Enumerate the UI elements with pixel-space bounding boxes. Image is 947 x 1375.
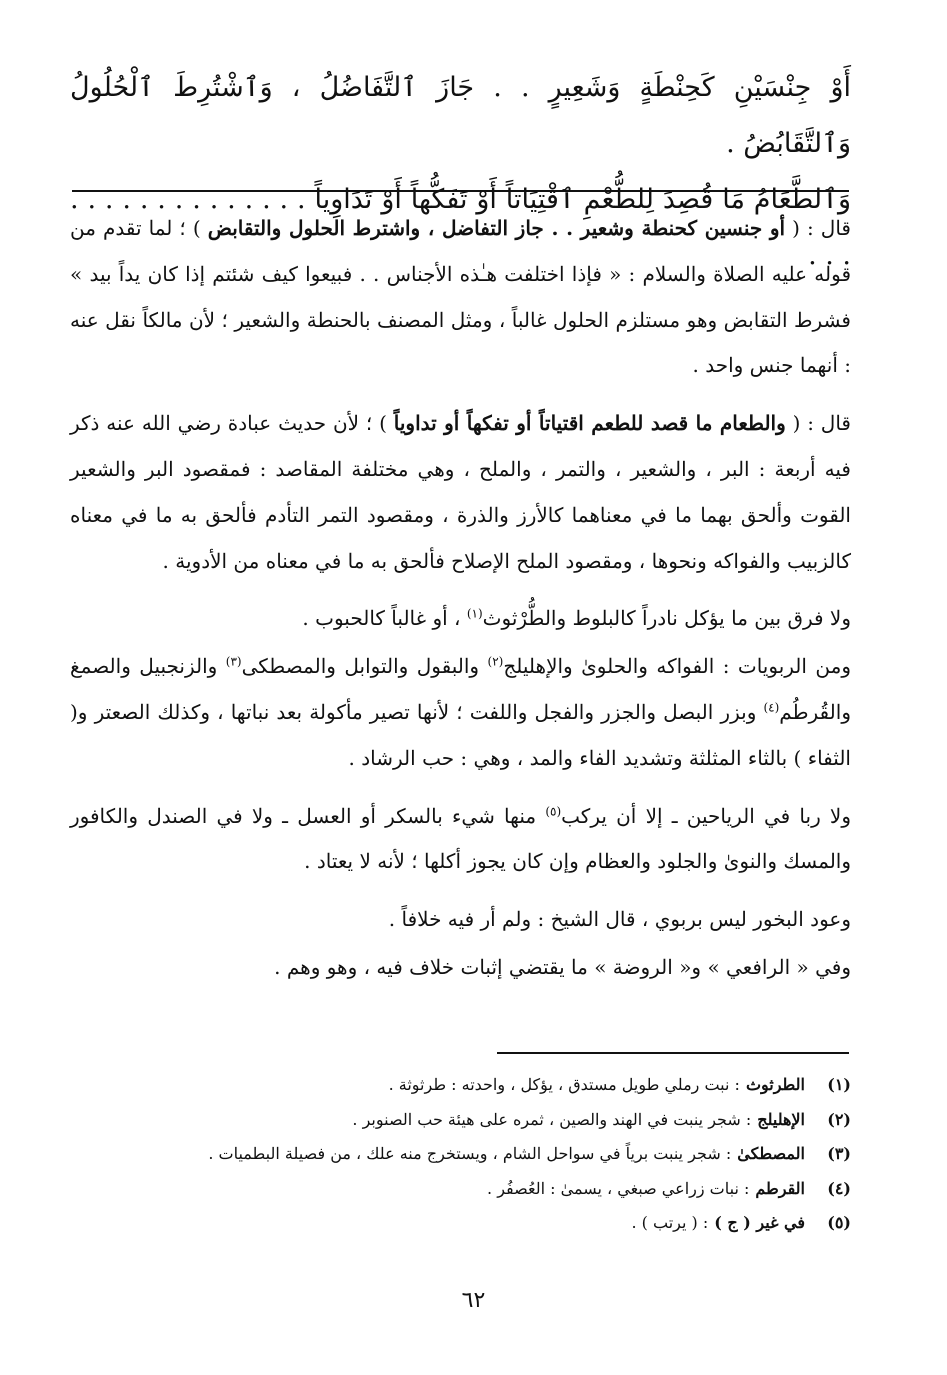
footnote-term: في غير ( ج ) [714, 1213, 805, 1232]
commentary-text: منها شيء بالسكر أو العسل ـ ولا في الصندل والكافور والمسك والنوىٰ والجلود والعظام وإن كان يجوز أكلها ؛ لأنه لا يعتاد . [70, 803, 851, 874]
footnote-separator [497, 1052, 849, 1054]
main-text-line-1: أَوْ جِنْسَيْنِ كَحِنْطَةٍ وَشَعِيرٍ . . جَازَ ٱلتَّفَاضُلُ ، وَٱشْتُرِطَ ٱلْحُلُولُ وَٱلتَّقَابُضُ . [70, 72, 851, 159]
commentary-paragraph-5 [70, 794, 851, 886]
footnote-ref-1[interactable]: (١) [466, 606, 483, 621]
commentary-text: ولا فرق بين ما يؤكل نادراً كالبلوط والطُّرْثوث [482, 606, 851, 631]
quoted-main-text: والطعام ما قصد للطعم اقتياتاً أو تفكهاً أو تداوياً [393, 411, 786, 436]
commentary-paragraph-1 [70, 206, 851, 389]
footnote-term: الإهليلج [757, 1109, 805, 1129]
footnote-ref-4[interactable]: (٤) [763, 700, 780, 715]
footnote-4 [70, 1172, 851, 1207]
footnote-3 [70, 1137, 851, 1172]
main-text-line-2: وَٱلطَّعَامُ مَا قُصِدَ لِلطُّعْمِ ٱقْتِيَاتاً أَوْ تَفَكُّهاً أَوْ تَدَاوِياً . . . . . . . . . . . . . . . . . [70, 184, 851, 271]
footnote-text: : شجر ينبت في الهند والصين ، ثمره على هيئة حب الصنوبر . [352, 1109, 752, 1129]
commentary-text: ومن الربويات : الفواكه والحلوىٰ والإهليلج [503, 654, 851, 679]
footnote-number: (٣) [827, 1144, 851, 1163]
commentary-paragraph-6: وعود البخور ليس بربوي ، قال الشيخ : ولم أر فيه خلافاً . [388, 907, 851, 932]
footnote-term: الطرثوث [745, 1075, 805, 1094]
commentary-intro: قال : ( [785, 411, 851, 436]
footnote-term: المصطكىٰ [737, 1144, 805, 1163]
commentary-paragraph-7: وفي « الرافعي » و« الروضة » ما يقتضي إثبات خلاف فيه ، وهو وهم . [274, 954, 851, 979]
footnote-2 [70, 1103, 851, 1138]
footnote-text: : شجر ينبت برياً في سواحل الشام ، ويستخرج منه علك ، من فصيلة البطميات . [208, 1144, 732, 1163]
footnotes [70, 1068, 851, 1241]
quoted-main-text: أو جنسين كحنطة وشعير . . جاز التفاضل ، واشترط الحلول والتقابض [207, 216, 786, 240]
commentary-paragraph-2 [70, 401, 851, 584]
footnote-ref-3[interactable]: (٣) [225, 654, 242, 669]
commentary-paragraph-4 [70, 644, 851, 781]
footnote-number: (٥) [827, 1213, 851, 1232]
commentary-text: والزنجبيل والصمغ والقُرطُم [70, 654, 851, 724]
footnote-text: : نبت رملي طويل مستدق ، يؤكل ، واحدته : طرثوثة . [388, 1075, 740, 1094]
footnote-5 [70, 1206, 851, 1241]
commentary [70, 206, 851, 993]
footnote-ref-5[interactable]: (٥) [545, 803, 562, 818]
commentary-text: وبزر البصل والجزر والفجل واللفت ؛ لأنها تصير مأكولة بعد نباتها ، وكذلك الصعتر و( الثفاء ) بالثاء المثلثة وتشديد الفاء والمد ، وهي : حب الرشاد . [70, 699, 851, 770]
footnote-ref-2[interactable]: (٢) [487, 654, 504, 669]
commentary-text: ) ؛ لما تقدم من قوله عليه الصلاة والسلام : « فإذا اختلفت هـٰذه الأجناس . . فبيعوا كيف شئتم إذا كان يداً بيد » فشرط التقابض وهو مستلزم الحلول غالباً ، ومثل المصنف بالحنطة والشعير ؛ لأن مالكاً نقل عنه : أنهما جنس واحد . [70, 216, 851, 378]
commentary-text: والبقول والتوابل والمصطكى [241, 654, 488, 679]
commentary-text: ) ؛ لأن حديث عبادة رضي الله عنه ذكر فيه أربعة : البر ، والشعير ، والتمر ، والملح ، وهي مختلفة المقاصد : فمقصود البر والشعير القوت وألحق بهما ما في معناهما كالأرز والذرة ، ومقصود التمر التأدم فألحق به ما في معناه كالزبيب والفواكه ونحوها ، ومقصود الملح الإصلاح فألحق به ما في معناه من الأدوية . [70, 411, 851, 573]
commentary-text: ، أو غالباً كالحبوب . [302, 606, 467, 631]
footnote-number: (٤) [827, 1178, 851, 1198]
footnote-1 [70, 1068, 851, 1103]
page-number: ٦٢ [461, 1288, 486, 1313]
commentary-paragraph-3 [70, 596, 851, 642]
commentary-text: ولا ربا في الرياحين ـ إلا أن يركب [561, 803, 851, 828]
footnote-number: (٢) [827, 1109, 851, 1129]
footnote-term: القرطم [755, 1178, 805, 1198]
footnote-number: (١) [827, 1075, 851, 1094]
footnote-text: : ( يرتب ) . [631, 1213, 709, 1232]
separator-line [72, 190, 849, 192]
footnote-text: : نبات زراعي صبغي ، يسمىٰ : العُصفُر . [487, 1178, 750, 1198]
commentary-intro: قال : ( [785, 216, 851, 240]
